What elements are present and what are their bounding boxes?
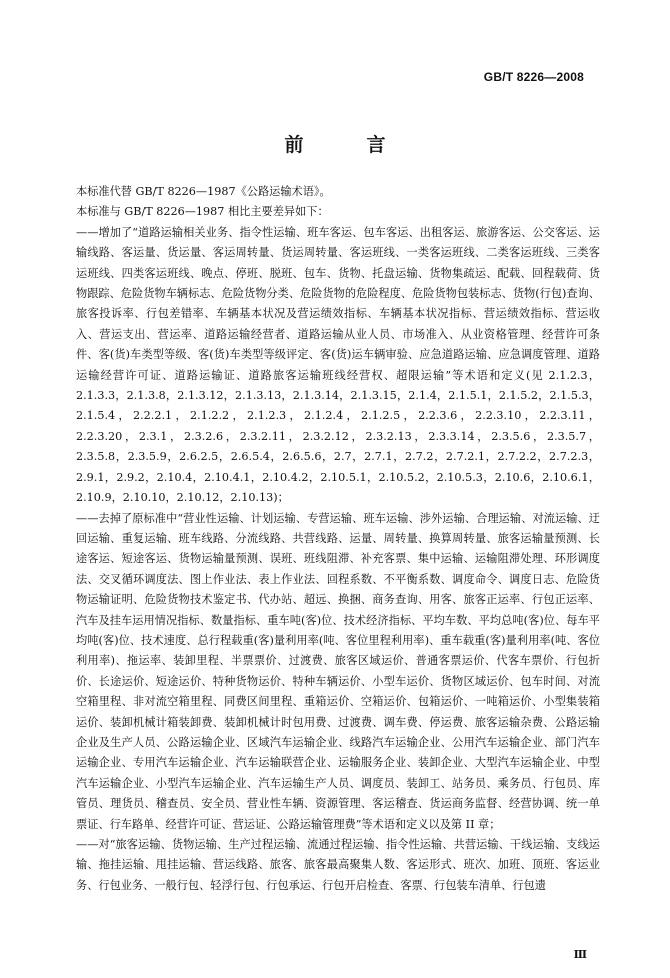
list-item-text: ——增加了“道路运输相关业务、指令性运输、班车客运、包车客运、出租客运、旅游客运、公交客运、运输线路、客运量、货运量、客运周转量、货运周转量、客运班线、一类客运班线、二类客运班线、三类客运班线、四类客运班线、晚点、停班、脱班、包车、货物、托盘运输、货物集疏运、配载、回程载荷、货物跟踪、危险货物车辆标志、危险货物分类、危险货物的危险程度、危险货物包装标志、货物(行包)查询、旅客投诉率、行包差错率、车辆基本状况及营运绩效指标、车辆基本状况指标、营运绩效指标、营运收入、营运支出、营运率、道路运输经营者、道路运输从业人员、市场准入、从业资格管理、经营许可条件、客(货)车类型等级、客(货)车类型等级评定、客(货)运车辆审验、应急道路运输、应急调度管理、道路运输经营许可证、道路运输证、道路旅客运输班线经营权、超限运输”等术语和定义(见 2.1.2.3，2.1.3.3，2.1.3.8，2.1.3.12，2.1.3.13，2.1.3.14，2.1.3.15，2.1.4，2.1.5.1，2.1.5.2，2.1.5.3，2.1.5.4，2.2.2.1，2.1.2.2，2.1.2.3，2.1.2.4，2.1.2.5，2.2.3.6，2.2.3.10，2.2.3.11，2.2.3.20，2.3.1，2.3.2.6，2.3.2.11，2.3.2.12，2.3.2.13，2.3.3.14，2.3.5.6，2.3.5.7，2.3.5.8，2.3.5.9，2.6.2.5，2.6.5.4，2.6.5.6，2.7，2.7.1，2.7.2，2.7.2.1，2.7.2.2，2.7.2.3，2.9.1，2.9.2，2.10.4，2.10.4.1，2.10.4.2，2.10.5.1，2.10.5.2，2.10.5.3，2.10.6，2.10.6.1，2.10.9，2.10.10，2.10.12，2.10.13)； (76, 225, 600, 505)
list-item-text: ——对“旅客运输、货物运输、生产过程运输、流通过程运输、指令性运输、共营运输、干线运输、支线运输、拖挂运输、甩挂运输、营运线路、旅客、旅客最高聚集人数、客运形式、班次、加班、顶班、客运业务、行包业务、一般行包、轻浮行包、行包承运、行包开启检查、客票、行包装车清单、行包遗 (76, 838, 600, 892)
differences-intro: 本标准与 GB/T 8226—1987 相比主要差异如下： (76, 205, 329, 219)
page-number: Ⅲ (573, 948, 587, 961)
list-item-added-terms (76, 223, 600, 509)
list-item-text: ——去掉了原标准中“营业性运输、计划运输、专营运输、班车运输、涉外运输、合理运输、对流运输、迂回运输、重复运输、班车线路、分流线路、共营线路、运量、周转量、换算周转量、旅客运输量预测、长途客运、短途客运、货物运输量预测、误班、班线阻滞、补充客票、集中运输、运输阻滞处理、环形调度法、交叉循环调度法、图上作业法、表上作业法、回程系数、不平衡系数、调度命令、调度日志、危险货物运输证明、危险货物技术鉴定书、代办站、超远、换捆、商务查询、用客、旅客正运率、行包正运率、汽车及挂车运用情况指标、数量指标、重车吨(客)位、技术经济指标、平均车数、平均总吨(客)位、每车平均吨(客)位、技术速度、总行程载重(客)量利用率(吨、客位里程利用率)、重车载重(客)量利用率(吨、客位利用率)、拖运率、装卸里程、半票票价、过渡费、旅客区域运价、普通客票运价、代客车票价、行包折价、长途运价、短途运价、特种货物运价、特种车辆运价、小型车运价、货物区域运价、包车时间、对流空箱里程、非对流空箱里程、同费区间里程、重箱运价、空箱运价、包箱运价、一吨箱运价、小型集装箱运价、装卸机械计箱装卸费、装卸机械计时包用费、过渡费、调车费、停运费、旅客运输杂费、公路运输企业及生产人员、公路运输企业、区域汽车运输企业、线路汽车运输企业、公用汽车运输企业、部门汽车运输企业、专用汽车运输企业、汽车运输联营企业、运输服务企业、装卸企业、大型汽车运输企业、中型汽车运输企业、小型汽车运输企业、汽车运输生产人员、调度员、装卸工、站务员、乘务员、行包员、库管员、理货员、稽查员、安全员、营业性车辆、资源管理、客运稽查、货运商务监督、经营协调、统一单票证、行车路单、经营许可证、营运证、公路运输管理费”等术语和定义以及第 II 章； (76, 511, 600, 831)
page-title: 前 言 (284, 134, 408, 156)
document-body (76, 182, 600, 896)
list-item-removed-terms (76, 509, 600, 836)
replacement-statement: 本标准代替 GB/T 8226—1987《公路运输术语》。 (76, 185, 331, 198)
standard-code-header: GB/T 8226—2008 (483, 70, 584, 84)
list-item-modified-terms (76, 835, 600, 896)
